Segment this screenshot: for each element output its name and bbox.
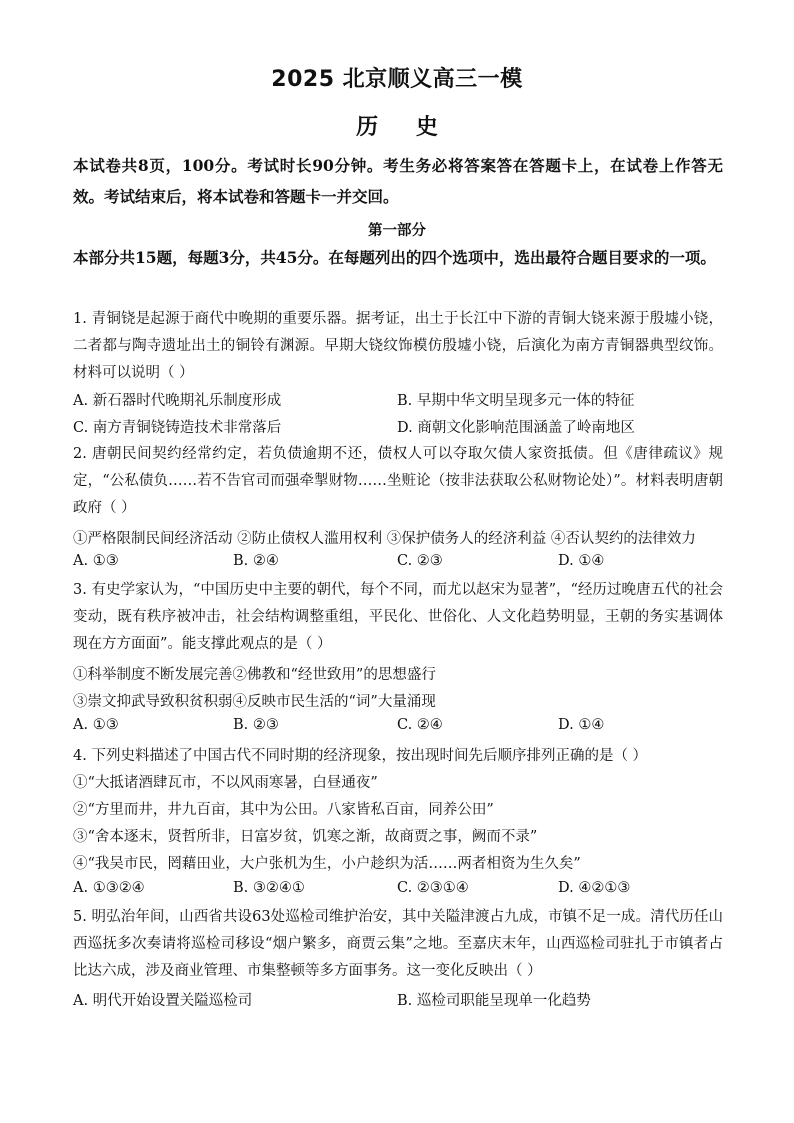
q3-option-c: C. ②④ [397,717,443,733]
q3-option-a: A. ①③ [73,717,119,733]
exam-title: 2025 北京顺义高三一模 [271,67,523,92]
q1-option-d: D. 商朝文化影响范围涵盖了岭南地区 [397,420,635,436]
question-5-stem: 5. 明弘治年间，山西省共设63处巡检司维护治安，其中关隘津渡占九成，市镇不足一成。清代历任山西巡抚多次奏请将巡检司移设“烟户繁多，商贾云集”之地。至嘉庆末年，山西巡检司驻扎于市镇者占比达六成，涉及商业管理、市集整顿等多方面事务。这一变化反映出（ ） [73,909,723,979]
q1-option-b: B. 早期中华文明呈现多元一体的特征 [397,393,635,409]
q3-option-d: D. ①④ [558,717,605,733]
question-4-stem: 4. 下列史料描述了中国古代不同时期的经济现象，按出现时间先后顺序排列正确的是（ ） [73,748,648,764]
q2-option-c: C. ②③ [397,553,443,569]
q4-option-b: B. ③②④① [233,880,305,896]
q4-item-1: ①“大抵诸酒肆瓦市，不以风雨寒暑，白昼通夜” [73,775,378,791]
q4-item-2: ②“方里而井，井九百亩，其中为公田。八家皆私百亩，同养公田” [73,802,494,818]
q4-option-c: C. ②③①④ [397,880,469,896]
question-3-stem: 3. 有史学家认为，“中国历史中主要的朝代，每个不同，而尤以赵宋为显著”，“经历过晚唐五代的社会变动，既有秩序被冲击，社会结构调整重组，平民化、世俗化、人文化趋势明显，王朝的务实基调体现在方方面面”。能支撑此观点的是（ ） [73,582,723,652]
q3-item-line-2: ③崇文抑武导致积贫积弱④反映市民生活的“词”大量涌现 [73,694,436,710]
q2-option-b: B. ②④ [233,553,279,569]
q4-item-4: ④“我吴市民，罔藉田业，大户张机为生，小户趁织为活……两者相资为生久矣” [73,856,581,872]
q3-item-line-1: ①科举制度不断发展完善②佛教和“经世致用”的思想盛行 [73,667,436,683]
subject-title: 历 史 [356,115,438,140]
q5-option-b: B. 巡检司职能呈现单一化趋势 [397,993,591,1009]
question-2-stem: 2. 唐朝民间契约经常约定，若负债逾期不还，债权人可以夺取欠债人家资抵债。但《唐律疏议》规定，“公私债负……若不告官司而强牵掣财物……坐赃论（按非法获取公私财物论处）”。材料表明唐朝政府（ ） [73,446,723,516]
part-intro: 本部分共15题，每题3分，共45分。在每题列出的四个选项中，选出最符合题目要求的一项。 [73,248,716,267]
q4-option-a: A. ①③②④ [73,880,145,896]
q4-option-d: D. ④②①③ [558,880,631,896]
q1-option-a: A. 新石器时代晚期礼乐制度形成 [73,393,282,409]
q2-option-a: A. ①③ [73,553,119,569]
q5-option-a: A. 明代开始设置关隘巡检司 [73,993,253,1009]
q3-option-b: B. ②③ [233,717,279,733]
q2-items: ①严格限制民间经济活动 ②防止债权人滥用权利 ③保护债务人的经济利益 ④否认契约的法律效力 [73,531,696,547]
q4-item-3: ③“舍本逐末，贤哲所非，日富岁贫，饥寒之渐，故商贾之事，阙而不录” [73,829,538,845]
q1-option-c: C. 南方青铜铙铸造技术非常落后 [73,420,282,436]
q2-option-d: D. ①④ [558,553,605,569]
part-heading: 第一部分 [368,222,426,239]
exam-instructions: 本试卷共8页，100分。考试时长90分钟。考生务必将答案答在答题卡上，在试卷上作答无效。考试结束后，将本试卷和答题卡一并交回。 [73,156,723,206]
question-1-stem: 1. 青铜铙是起源于商代中晚期的重要乐器。据考证，出土于长江中下游的青铜大铙来源于殷墟小铙，二者都与陶寺遗址出土的铜铃有渊源。早期大铙纹饰模仿殷墟小铙，后演化为南方青铜器典型纹饰。材料可以说明（ ） [73,311,723,381]
